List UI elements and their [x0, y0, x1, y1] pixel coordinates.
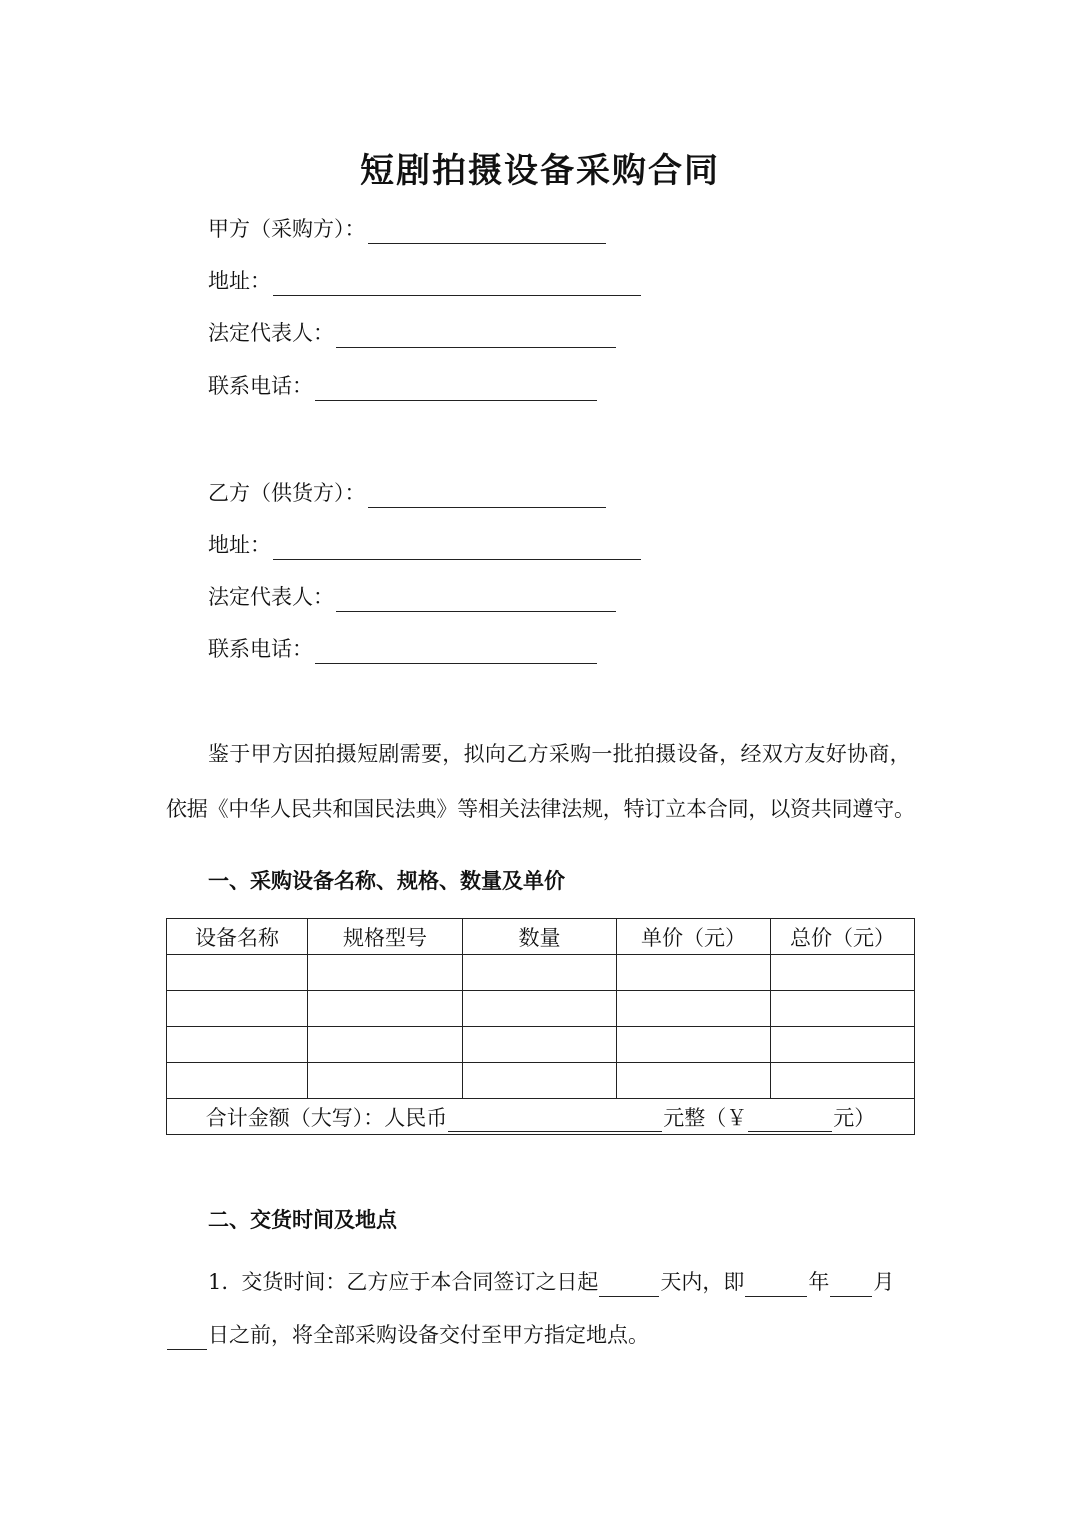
column-header-total-price: 总价（元）: [771, 919, 915, 955]
delivery-text-c: 年: [808, 1270, 830, 1294]
total-amount-suffix: 元）: [833, 1105, 876, 1130]
delivery-days-blank[interactable]: [599, 1272, 659, 1297]
table-cell[interactable]: [771, 1027, 915, 1063]
party-a-address-label: 地址：: [208, 269, 271, 293]
party-a-address-blank[interactable]: [273, 269, 641, 296]
party-b-phone-field: [208, 634, 597, 664]
table-row: [167, 1063, 915, 1099]
table-cell[interactable]: [617, 1063, 771, 1099]
party-b-name-field: [208, 478, 606, 508]
total-amount-prefix: 合计金额（大写）：人民币: [205, 1105, 448, 1130]
party-a-phone-blank[interactable]: [315, 374, 597, 401]
party-b-name-label: 乙方（供货方）：: [208, 481, 366, 505]
delivery-text-b: 天内，即: [660, 1270, 745, 1294]
preamble-line-2: 依据《中华人民共和国民法典》等相关法律法规，特订立本合同，以资共同遵守。: [166, 797, 915, 821]
party-b-address-blank[interactable]: [273, 533, 641, 560]
preamble-line-1: 鉴于甲方因拍摄短剧需要，拟向乙方采购一批拍摄设备，经双方友好协商，: [208, 742, 911, 766]
delivery-year-blank[interactable]: [745, 1272, 807, 1297]
party-a-name-field: [208, 214, 606, 244]
table-cell[interactable]: [771, 1063, 915, 1099]
column-header-quantity: 数量: [463, 919, 617, 955]
table-cell[interactable]: [167, 1027, 308, 1063]
table-cell[interactable]: [463, 955, 617, 991]
table-cell[interactable]: [308, 1063, 463, 1099]
table-cell[interactable]: [463, 1027, 617, 1063]
total-amount-middle: 元整（￥: [663, 1105, 748, 1130]
party-b-address-label: 地址：: [208, 533, 271, 557]
delivery-day-blank[interactable]: [167, 1325, 207, 1350]
table-header-row: [167, 919, 915, 955]
section-1-heading: 一、采购设备名称、规格、数量及单价: [208, 868, 565, 893]
table-cell[interactable]: [308, 955, 463, 991]
table-cell[interactable]: [771, 991, 915, 1027]
party-b-address-field: [208, 530, 641, 560]
table-cell[interactable]: [617, 1027, 771, 1063]
party-b-phone-label: 联系电话：: [208, 637, 313, 661]
table-cell[interactable]: [167, 991, 308, 1027]
table-cell[interactable]: [617, 991, 771, 1027]
table-cell[interactable]: [771, 955, 915, 991]
total-amount-words-blank[interactable]: [448, 1107, 662, 1132]
table-cell[interactable]: [463, 991, 617, 1027]
table-row: [167, 1027, 915, 1063]
party-b-legal-rep-label: 法定代表人：: [208, 585, 334, 609]
table-cell[interactable]: [308, 1027, 463, 1063]
column-header-model: 规格型号: [308, 919, 463, 955]
party-b-legal-rep-blank[interactable]: [336, 585, 616, 612]
party-a-phone-field: [208, 371, 597, 401]
column-header-unit-price: 单价（元）: [617, 919, 771, 955]
party-b-legal-rep-field: [208, 582, 616, 612]
total-amount-row: [167, 1099, 915, 1135]
table-cell[interactable]: [167, 1063, 308, 1099]
column-header-name: 设备名称: [167, 919, 308, 955]
section-2-heading: 二、交货时间及地点: [208, 1207, 397, 1232]
party-a-name-label: 甲方（采购方）：: [208, 217, 366, 241]
party-a-legal-rep-label: 法定代表人：: [208, 321, 334, 345]
table-cell[interactable]: [463, 1063, 617, 1099]
table-row: [167, 955, 915, 991]
delivery-text-e: 日之前，将全部采购设备交付至甲方指定地点。: [208, 1323, 649, 1347]
delivery-text-d: 月: [873, 1270, 895, 1294]
table-cell[interactable]: [167, 955, 308, 991]
delivery-month-blank[interactable]: [830, 1272, 872, 1297]
equipment-table: [166, 918, 915, 1135]
total-amount-figures-blank[interactable]: [748, 1107, 832, 1132]
table-row: [167, 991, 915, 1027]
party-a-name-blank[interactable]: [368, 217, 606, 244]
table-cell[interactable]: [308, 991, 463, 1027]
total-amount-cell: [167, 1099, 915, 1135]
party-a-legal-rep-field: [208, 318, 616, 348]
party-b-phone-blank[interactable]: [315, 637, 597, 664]
contract-title: 短剧拍摄设备采购合同: [360, 151, 720, 191]
delivery-text-a: 交货时间：乙方应于本合同签订之日起: [241, 1270, 599, 1294]
table-cell[interactable]: [617, 955, 771, 991]
party-b-name-blank[interactable]: [368, 481, 606, 508]
delivery-time-line-2: [166, 1320, 649, 1350]
party-a-address-field: [208, 266, 641, 296]
item-number: 1.: [208, 1270, 229, 1294]
delivery-time-line-1: [208, 1267, 894, 1297]
party-a-legal-rep-blank[interactable]: [336, 321, 616, 348]
party-a-phone-label: 联系电话：: [208, 374, 313, 398]
